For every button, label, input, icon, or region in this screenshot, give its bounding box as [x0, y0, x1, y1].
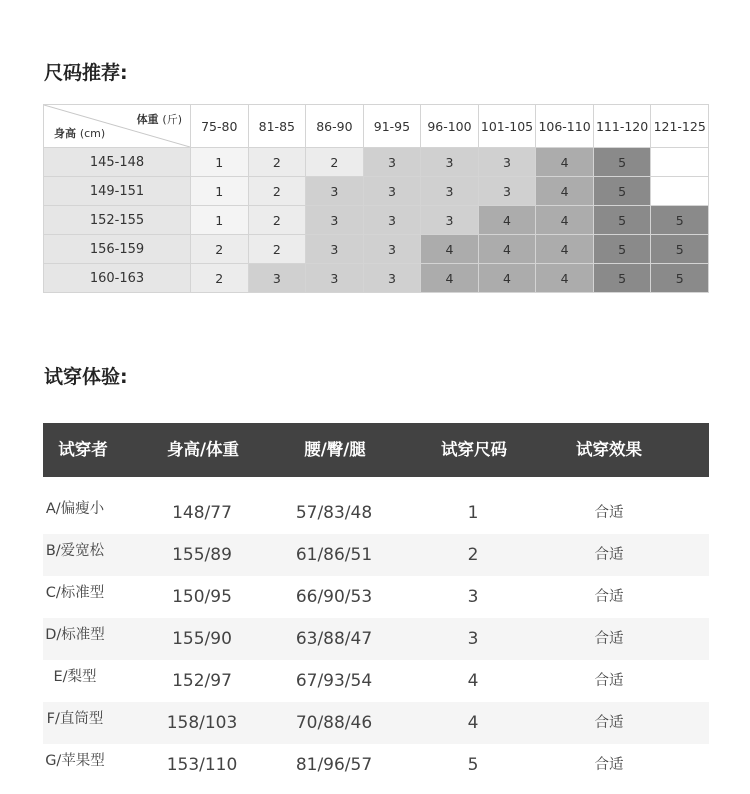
size-cell: 1 [191, 177, 249, 206]
weight-range-header: 81-85 [248, 105, 306, 148]
tester-cell: F/直筒型 [46, 711, 104, 727]
size-cell: 1 [191, 148, 249, 177]
trial-row [43, 660, 709, 702]
size-chart-row [44, 148, 709, 177]
size-cell: 3 [478, 177, 536, 206]
trial-table-header [43, 423, 709, 477]
trial-size-cell: 2 [467, 545, 479, 565]
header-trial-effect: 试穿效果 [576, 440, 642, 459]
size-cell [651, 148, 709, 177]
size-cell: 2 [191, 264, 249, 293]
waist-hip-leg-cell: 57/83/48 [295, 503, 373, 523]
trial-effect-cell: 合适 [594, 547, 624, 563]
size-cell: 4 [536, 235, 594, 264]
size-cell: 3 [306, 264, 364, 293]
size-cell: 5 [593, 177, 651, 206]
height-weight-cell: 155/90 [172, 629, 232, 649]
header-tester: 试穿者 [58, 440, 108, 459]
waist-hip-leg-cell: 67/93/54 [295, 671, 373, 691]
trial-effect-cell: 合适 [594, 757, 624, 773]
trial-effect-cell: 合适 [594, 715, 624, 731]
size-cell: 3 [421, 177, 479, 206]
height-range-cell: 160-163 [44, 264, 191, 293]
size-cell: 3 [421, 148, 479, 177]
trial-size-cell: 5 [467, 755, 479, 775]
trial-size-cell: 1 [467, 503, 479, 523]
height-weight-cell: 158/103 [166, 713, 238, 733]
size-cell: 5 [651, 206, 709, 235]
size-cell: 4 [478, 235, 536, 264]
size-cell: 4 [421, 264, 479, 293]
height-range-cell: 156-159 [44, 235, 191, 264]
waist-hip-leg-cell: 70/88/46 [295, 713, 373, 733]
size-chart-header-row [44, 105, 709, 148]
weight-axis-label: 体重 (斤) [136, 113, 182, 126]
header-height-weight: 身高/体重 [166, 440, 240, 459]
trial-row [43, 618, 709, 660]
waist-hip-leg-cell: 63/88/47 [295, 629, 373, 649]
trial-effect-cell: 合适 [594, 631, 624, 647]
size-cell: 4 [536, 206, 594, 235]
size-cell: 5 [593, 264, 651, 293]
header-waist-hip-leg: 腰/臀/腿 [304, 440, 366, 459]
size-cell: 2 [248, 148, 306, 177]
height-axis-label: 身高 (cm) [54, 127, 106, 140]
size-cell: 4 [536, 148, 594, 177]
trial-effect-cell: 合适 [594, 589, 624, 605]
height-range-cell: 152-155 [44, 206, 191, 235]
height-weight-cell: 155/89 [172, 545, 232, 565]
tester-cell: A/偏瘦小 [45, 501, 105, 517]
height-weight-cell: 150/95 [172, 587, 232, 607]
weight-range-header: 75-80 [191, 105, 249, 148]
trial-effect-cell: 合适 [594, 673, 624, 689]
trial-size-cell: 4 [467, 671, 479, 691]
size-chart-row [44, 177, 709, 206]
size-cell: 2 [248, 177, 306, 206]
size-cell: 4 [478, 264, 536, 293]
size-cell: 3 [363, 177, 421, 206]
weight-range-header: 91-95 [363, 105, 421, 148]
size-cell [651, 177, 709, 206]
size-chart [43, 104, 709, 293]
size-chart-corner [44, 105, 191, 148]
trial-row [43, 702, 709, 744]
waist-hip-leg-cell: 66/90/53 [295, 587, 373, 607]
weight-range-header: 86-90 [306, 105, 364, 148]
size-cell: 2 [248, 235, 306, 264]
trial-experience-title: 试穿体验: [44, 366, 128, 388]
weight-range-header: 101-105 [478, 105, 536, 148]
size-chart-row [44, 206, 709, 235]
trial-row [43, 534, 709, 576]
weight-range-header: 106-110 [536, 105, 594, 148]
tester-cell: B/爱宽松 [45, 543, 105, 559]
trial-row [43, 576, 709, 618]
size-cell: 3 [363, 235, 421, 264]
size-cell: 3 [363, 206, 421, 235]
size-cell: 1 [191, 206, 249, 235]
size-cell: 4 [536, 264, 594, 293]
size-cell: 2 [191, 235, 249, 264]
size-chart-row [44, 235, 709, 264]
size-recommendation-title: 尺码推荐: [44, 62, 128, 84]
size-cell: 4 [478, 206, 536, 235]
trial-effect-cell: 合适 [594, 505, 624, 521]
height-weight-cell: 153/110 [166, 755, 238, 775]
size-cell: 5 [593, 148, 651, 177]
weight-range-header: 121-125 [651, 105, 709, 148]
trial-size-cell: 3 [467, 587, 479, 607]
size-cell: 3 [421, 206, 479, 235]
tester-cell: C/标准型 [45, 585, 105, 601]
header-trial-size: 试穿尺码 [441, 440, 507, 459]
trial-row [43, 744, 709, 786]
size-cell: 5 [593, 206, 651, 235]
size-cell: 3 [306, 206, 364, 235]
size-cell: 3 [248, 264, 306, 293]
trial-row [43, 492, 709, 534]
size-chart-row [44, 264, 709, 293]
size-cell: 5 [593, 235, 651, 264]
size-cell: 2 [248, 206, 306, 235]
weight-range-header: 96-100 [421, 105, 479, 148]
size-cell: 3 [363, 148, 421, 177]
height-range-cell: 149-151 [44, 177, 191, 206]
tester-cell: G/苹果型 [45, 753, 105, 769]
tester-cell: E/梨型 [53, 669, 97, 685]
size-cell: 2 [306, 148, 364, 177]
size-cell: 3 [478, 148, 536, 177]
height-weight-cell: 152/97 [172, 671, 232, 691]
height-range-cell: 145-148 [44, 148, 191, 177]
waist-hip-leg-cell: 81/96/57 [295, 755, 373, 775]
size-cell: 5 [651, 264, 709, 293]
tester-cell: D/标准型 [45, 627, 105, 643]
size-cell: 4 [421, 235, 479, 264]
weight-range-header: 111-120 [593, 105, 651, 148]
size-cell: 4 [536, 177, 594, 206]
size-cell: 3 [306, 235, 364, 264]
size-cell: 3 [306, 177, 364, 206]
size-cell: 3 [363, 264, 421, 293]
height-weight-cell: 148/77 [172, 503, 232, 523]
trial-size-cell: 3 [467, 629, 479, 649]
trial-size-cell: 4 [467, 713, 479, 733]
waist-hip-leg-cell: 61/86/51 [295, 545, 373, 565]
size-cell: 5 [651, 235, 709, 264]
